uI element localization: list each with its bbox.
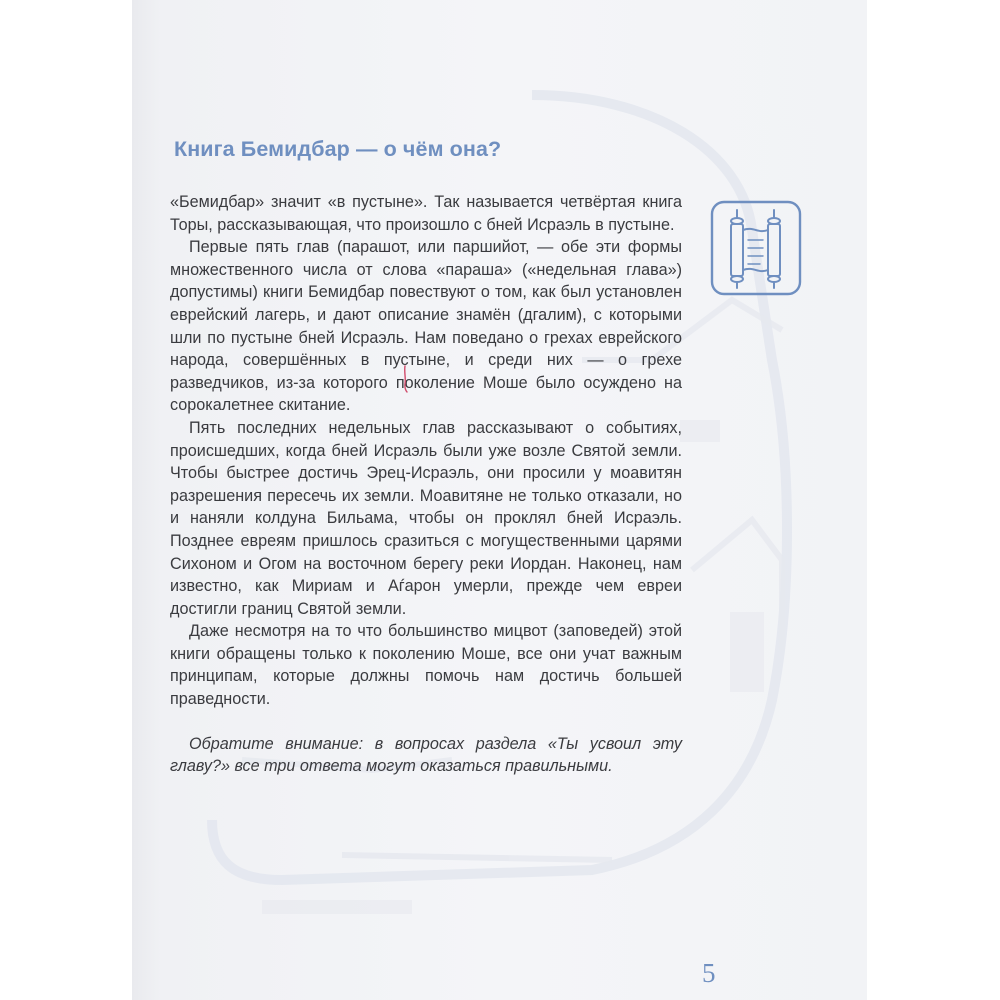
paragraph-4: Даже несмотря на то что большинство мицвот (заповедей) этой книги обращены только к поколению Моше, все они учат важным принципам, которые должны помочь нам достичь большей праведности. bbox=[170, 622, 682, 709]
paragraph-1: «Бемидбар» значит «в пустыне». Так называется четвёртая книга Торы, рассказывающая, что произошло с бней Исраэль в пустыне. bbox=[170, 193, 682, 234]
body-text bbox=[170, 191, 682, 778]
note-paragraph: Обратите внимание: в вопросах раздела «Ты усвоил эту главу?» все три ответа могут оказаться правильными. bbox=[170, 734, 682, 776]
pen-mark bbox=[399, 364, 411, 394]
paragraph-2: Первые пять глав (парашот, или паршийот, — обе эти формы множественного числа от слова «параша» («недельная глава») допустимы) книги Бемидбар повествуют о том, как был установлен еврейский лагерь, и дают описание знамён (дгалим), с которыми шли по пустыне бней Исраэль. Нам поведано о грехах еврейского народа, совершённых в пустыне, и среди них — о грехе разведчиков, из-за которого поколение Моше было осуждено на сорокалетнее скитание. bbox=[170, 238, 682, 415]
book-page bbox=[132, 0, 867, 1000]
page-number: 5 bbox=[702, 958, 716, 988]
section-title: Книга Бемидбар — о чём она? bbox=[174, 137, 502, 161]
paragraph-3: Пять последних недельных глав рассказывают о событиях, происшедших, когда бней Исраэль были уже возле Святой земли. Чтобы быстрее достичь Эрец-Исраэль, они просили у моавитян разрешения пересечь их земли. Моавитяне не только отказали, но и наняли колдуна Бильама, чтобы он проклял бней Исраэль. Позднее евреям пришлось сразиться с могущественными царями Сихоном и Огом на восточном берегу реки Иордан. Наконец, нам известно, как Мириам и Аѓарон умерли, прежде чем евреи достигли границ Святой земли. bbox=[170, 418, 682, 618]
torah-scroll-icon bbox=[710, 200, 802, 296]
